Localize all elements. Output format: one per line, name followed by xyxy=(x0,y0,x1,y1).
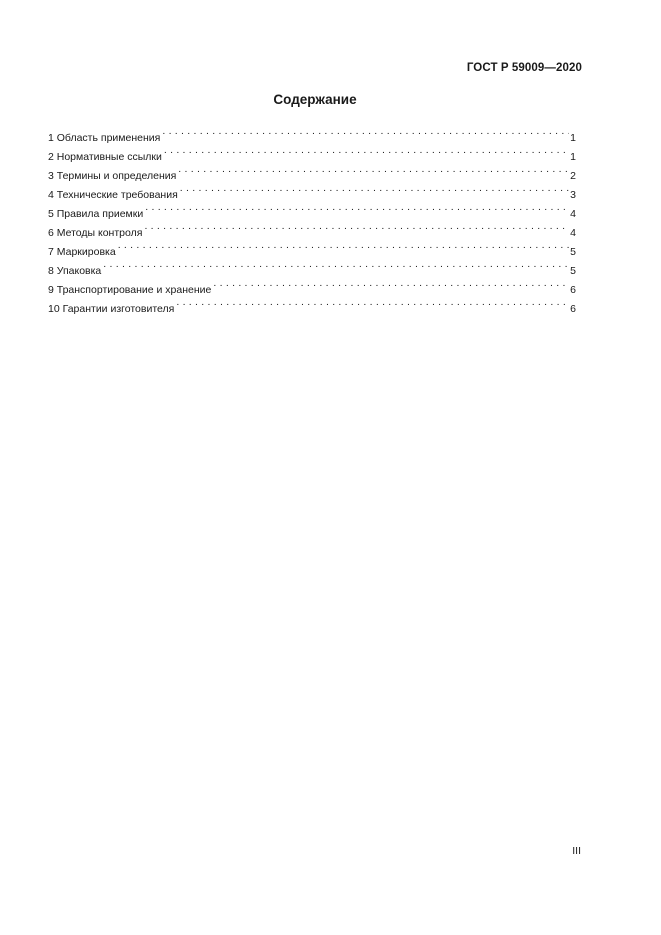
toc-entry-page: 1 xyxy=(570,151,576,163)
toc-entry-label: 1 Область применения xyxy=(48,132,161,144)
toc-entry-page: 1 xyxy=(570,132,576,144)
toc-entry-label: 10 Гарантии изготовителя xyxy=(48,303,175,315)
toc-entry-label: 7 Маркировка xyxy=(48,246,116,258)
table-of-contents xyxy=(48,122,576,315)
toc-entry-label: 8 Упаковка xyxy=(48,265,102,277)
toc-entry-page: 5 xyxy=(570,246,576,258)
page-number: III xyxy=(572,845,581,857)
toc-entry-label: 5 Правила приемки xyxy=(48,208,144,220)
toc-entry-page: 6 xyxy=(570,284,576,296)
toc-entry-page: 4 xyxy=(570,227,576,239)
toc-title: Содержание xyxy=(273,92,357,107)
toc-entry-page: 5 xyxy=(570,265,576,277)
toc-entry-page: 3 xyxy=(570,189,576,201)
toc-leader-dots xyxy=(213,274,569,293)
toc-entry-page: 6 xyxy=(570,303,576,315)
toc-leader-dots xyxy=(103,255,569,274)
toc-entry-label: 2 Нормативные ссылки xyxy=(48,151,162,163)
toc-entry-page: 2 xyxy=(570,170,576,182)
toc-entry-label: 9 Транспортирование и хранение xyxy=(48,284,212,296)
toc-leader-dots xyxy=(176,293,569,312)
toc-entry[interactable] xyxy=(48,236,576,258)
toc-leader-dots xyxy=(178,160,569,179)
toc-entry-label: 6 Методы контроля xyxy=(48,227,143,239)
document-code: ГОСТ Р 59009—2020 xyxy=(466,62,582,74)
toc-leader-dots xyxy=(162,122,569,141)
toc-entry-page: 4 xyxy=(570,208,576,220)
toc-entry-label: 3 Термины и определения xyxy=(48,170,177,182)
toc-entry-label: 4 Технические требования xyxy=(48,189,178,201)
toc-leader-dots xyxy=(164,141,569,160)
toc-leader-dots xyxy=(118,236,569,255)
toc-leader-dots xyxy=(145,198,569,217)
toc-leader-dots xyxy=(144,217,569,236)
toc-entry[interactable] xyxy=(48,122,576,144)
toc-entry[interactable] xyxy=(48,255,576,277)
toc-leader-dots xyxy=(180,179,569,198)
toc-entry[interactable] xyxy=(48,274,576,296)
